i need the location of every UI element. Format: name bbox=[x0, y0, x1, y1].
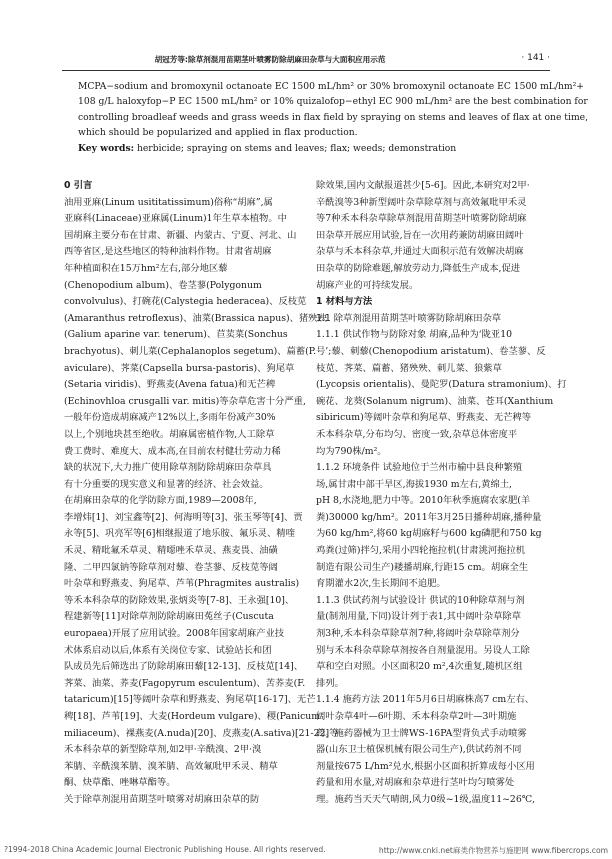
section-heading: 0 引言 bbox=[64, 180, 93, 191]
body-line: aviculare)、荠菜(Capsella bursa-pastoris)、狗尾草 bbox=[64, 362, 295, 374]
running-header bbox=[60, 54, 550, 68]
body-line: 理。施药当天天气晴朗,风力0级~1级,温度11~26℃, bbox=[316, 793, 536, 805]
body-line: 田杂草的防除难题,解放劳动力,降低生产成本,促进 bbox=[316, 262, 521, 274]
body-line: 禾本科杂草的新型除草剂,如2甲·辛酰溴、2甲·溴 bbox=[64, 744, 262, 756]
section-heading: 1.1 除草剂混用苗期茎叶喷雾防除胡麻田杂草 bbox=[316, 312, 502, 324]
body-line: 1.1.4 施药方法 2011年5月6日胡麻株高7 cm左右、 bbox=[316, 694, 535, 706]
website-watermark: http://www.cnki.net麻类作物营养与施肥网 www.fibercrops.com bbox=[378, 846, 608, 855]
body-line: 程建新等[11]对除草剂防除胡麻田菟丝子(Cuscuta bbox=[64, 611, 274, 623]
body-line: 等禾本科杂草的防除效果,张炳炎等[7-8]、王永强[10]、 bbox=[64, 594, 295, 606]
body-line: tataricum)[15]等阔叶杂草和野燕麦、狗尾草[16-17]、无芒 bbox=[64, 694, 316, 706]
body-line: 以上,个别地块甚至绝收。胡麻属密植作物,人工除草 bbox=[64, 428, 275, 440]
body-line: 均为790株/m²。 bbox=[316, 445, 387, 457]
abstract-line: controlling broadleaf weeds and grass weeds in flax field by spraying on stems and leaves of flax at one time, bbox=[78, 111, 589, 123]
body-line: 费工费时、难度大、成本高,在目前农村健壮劳动力稀 bbox=[64, 445, 281, 457]
body-line: 场,属甘肃中部干旱区,海拔1930 m左右,黄绵土, bbox=[316, 478, 513, 490]
body-line: 一般年份造成胡麻减产12%以上,多雨年份减产30% bbox=[64, 412, 276, 424]
header-rule bbox=[62, 70, 550, 71]
body-line: 亚麻科(Linaceae)亚麻属(Linum)1年生草本植物。中 bbox=[64, 213, 287, 225]
body-line: 杂草与禾本科杂草,并通过大面积示范有效解决胡麻 bbox=[316, 246, 524, 258]
body-line: (Setaria viridis)、野燕麦(Avena fatua)和无芒稗 bbox=[64, 379, 276, 391]
body-line: 别与禾本科杂草除草剂按各自剂量混用。另设人工除 bbox=[316, 644, 530, 656]
copyright-notice: ?1994-2018 China Academic Journal Electronic Publishing House. All rights reserved. bbox=[4, 845, 326, 854]
body-line: 术体系启动以后,体系有关岗位专家、试验站长和团 bbox=[64, 644, 272, 656]
right-column bbox=[316, 178, 567, 809]
body-line: 号’;藜、刺藜(Chenopodium aristatum)、卷茎蓼、反 bbox=[316, 345, 546, 357]
body-line: 育期灌水2次,生长期间不追肥。 bbox=[316, 578, 446, 590]
body-line: 阔叶杂草4叶—6叶期、禾本科杂草2叶—3叶期施 bbox=[316, 711, 517, 722]
body-line: 田杂草开展应用试验,旨在一次用药兼防胡麻田阔叶 bbox=[316, 229, 524, 241]
body-line: 关于除草剂混用苗期茎叶喷雾对胡麻田杂草的防 bbox=[64, 793, 260, 805]
body-line: 器(山东卫士植保机械有限公司生产),供试药剂不同 bbox=[316, 744, 522, 756]
body-line: europaea)开展了应用试验。2008年国家胡麻产业技 bbox=[64, 628, 285, 640]
abstract-line: 108 g/L haloxyfop−P EC 1500 mL/hm² or 10% quizalofop−ethyl EC 900 mL/hm² are the best combination for bbox=[78, 96, 588, 108]
body-line: 枝苋、荠菜、萹蓄、猪殃殃、刺儿菜、狼紫草 bbox=[316, 362, 502, 374]
body-line: 年种植面积在15万hm²左右,部分地区藜 bbox=[64, 262, 228, 274]
keywords-text: herbicide; spraying on stems and leaves; flax; weeds; demonstration bbox=[134, 142, 457, 154]
body-line: convolvulus)、打碗花(Calystegia hederacea)、反枝苋 bbox=[64, 296, 307, 308]
keywords-label: Key words: bbox=[78, 142, 135, 154]
body-line: 在胡麻田杂草的化学防除方面,1989—2008年, bbox=[64, 495, 257, 507]
body-line: miliaceum)、裸燕麦(A.nuda)[20]、皮燕麦(A.sativa)[21-22]等 bbox=[64, 727, 339, 739]
section-heading: 1 材料与方法 bbox=[316, 296, 373, 308]
body-line: 胡麻产业的可持续发展。 bbox=[316, 279, 419, 291]
body-line: 剂3种,禾本科杂草除草剂7种,将阔叶杂草除草剂分 bbox=[316, 628, 520, 640]
body-line: pH 8,水浇地,肥力中等。2010年秋季施腐农家肥(羊 bbox=[316, 495, 531, 507]
abstract-line: MCPA−sodium and bromoxynil octanoate EC 1500 mL/hm² or 30% bromoxynil octanoate EC 1500 mL/hm²+ bbox=[78, 81, 584, 92]
body-line: 隆、二甲四氯钠等除草剂对藜、卷茎蓼、反枝苋等阔 bbox=[64, 561, 278, 573]
body-line: 有十分重要的现实意义和显著的经济、社会效益。 bbox=[64, 478, 269, 490]
body-line: (Echinovhloa crusgalli var. mitis)等杂草危害十分严重, bbox=[64, 395, 306, 407]
keywords bbox=[78, 141, 548, 156]
body-line: 1.1.1 供试作物与防除对象 胡麻,品种为‘陇亚10 bbox=[316, 329, 513, 341]
body-line: 国胡麻主要分布在甘肃、新疆、内蒙古、宁夏、河北、山 bbox=[64, 229, 297, 241]
body-line: 1.1.2 环境条件 试验地位于兰州市榆中县良种繁殖 bbox=[316, 462, 523, 474]
body-line: 除效果,国内文献报道甚少[5-6]。因此,本研究对2甲· bbox=[316, 180, 530, 191]
body-line: 缺的状况下,大力推广使用除草剂防除胡麻田杂草具 bbox=[64, 462, 272, 474]
body-line: 荠菜、油菜、荞麦(Fagopyrum esculentum)、苦荞麦(F. bbox=[64, 677, 306, 689]
body-line: 草和空白对照。小区面积20 m²,4次重复,随机区组 bbox=[316, 661, 523, 673]
body-line: (Lycopsis orientalis)、曼陀罗(Datura stramonium)、打 bbox=[316, 379, 567, 391]
body-line: 等7种禾本科杂草除草剂混用苗期茎叶喷雾防除胡麻 bbox=[316, 213, 527, 225]
body-line: 酮、炔草酯、唑啉草酯等。 bbox=[64, 777, 176, 789]
body-line: 鸡粪(过筛)拌匀,采用小四轮拖拉机(甘肃洮河拖拉机 bbox=[316, 545, 526, 557]
body-line: 队成员先后筛选出了防除胡麻田藜[12-13]、反枝苋[14]、 bbox=[64, 661, 304, 673]
body-line: 1.1.3 供试药剂与试验设计 供试的10种除草剂与剂 bbox=[316, 594, 525, 606]
body-line: 西等省区,是这些地区的特种油料作物。甘肃省胡麻 bbox=[64, 246, 272, 258]
body-line: brachyotus)、刺儿菜(Cephalanoplos segetum)、萹蓄(P. bbox=[64, 345, 317, 357]
running-title: 胡冠芳等:除草剂混用苗期茎叶喷雾防除胡麻田杂草与大面积应用示范 bbox=[154, 55, 386, 64]
body-line: 药。施药器械为卫士牌WS-16PA型背负式手动喷雾 bbox=[316, 727, 527, 739]
body-line: 药量和用水量,对胡麻和杂草进行茎叶均匀喷雾处 bbox=[316, 777, 515, 789]
body-line: 禾本科杂草,分布均匀、密度一致,杂草总体密度平 bbox=[316, 428, 518, 440]
body-line: (Galium aparine var. tenerum)、苣荬菜(Sonchus bbox=[64, 329, 288, 341]
body-line: 辛酰溴等3种新型阔叶杂草除草剂与高效氟吡甲禾灵 bbox=[316, 196, 527, 208]
body-line: 李增炜[1]、刘宝鑫等[2]、何海明等[3]、张玉琴等[4]、贾 bbox=[64, 511, 303, 523]
body-line: 禾灵、精吡氟禾草灵、精噁唑禾草灵、燕麦畏、油磺 bbox=[64, 545, 278, 557]
body-line: 排列。 bbox=[316, 677, 344, 689]
body-line: 量(制剂用量,下同)设计列于表1,其中阔叶杂草除草 bbox=[316, 611, 522, 623]
body-line: 剂量按675 L/hm²兑水,根据小区面积折算成每小区用 bbox=[316, 760, 535, 772]
body-line: 油用亚麻(Linum usititatissimum)俗称“胡麻”,属 bbox=[64, 196, 273, 208]
body-line: 制造有限公司生产)耧播胡麻,行距15 cm。胡麻全生 bbox=[316, 561, 529, 573]
body-line: sibiricum)等阔叶杂草和狗尾草、野燕麦、无芒稗等 bbox=[316, 412, 532, 424]
body-line: 稗[18]、芦苇[19]、大麦(Hordeum vulgare)、稷(Panicum bbox=[64, 711, 321, 722]
body-line: 叶杂草和野燕麦、狗尾草、芦苇(Phragmites australis) bbox=[64, 578, 300, 590]
body-line: (Chenopodium album)、卷茎蓼(Polygonum bbox=[64, 279, 262, 291]
body-line: 碗花、龙葵(Solanum nigrum)、油菜、苍耳(Xanthium bbox=[316, 395, 554, 407]
body-line: 为60 kg/hm²,将60 kg胡麻籽与600 kg磷肥和750 kg bbox=[316, 528, 542, 540]
page-number: · 141 · bbox=[521, 53, 550, 63]
abstract bbox=[78, 79, 589, 156]
body-line: 永等[5]、巩亮军等[6]相继报道了地乐胺、氟乐灵、精喹 bbox=[64, 528, 295, 540]
body-line: 粪)30000 kg/hm²。2011年3月25日播种胡麻,播种量 bbox=[316, 511, 542, 523]
body-line: (Amaranthus retroflexus)、油菜(Brassica napus)、猪殃殃 bbox=[64, 312, 327, 324]
body-line: 苯腈、辛酰溴苯腈、溴苯腈、高效氟吡甲禾灵、精草 bbox=[64, 760, 278, 772]
abstract-line: which should be popularized and applied in flax production. bbox=[78, 127, 358, 139]
